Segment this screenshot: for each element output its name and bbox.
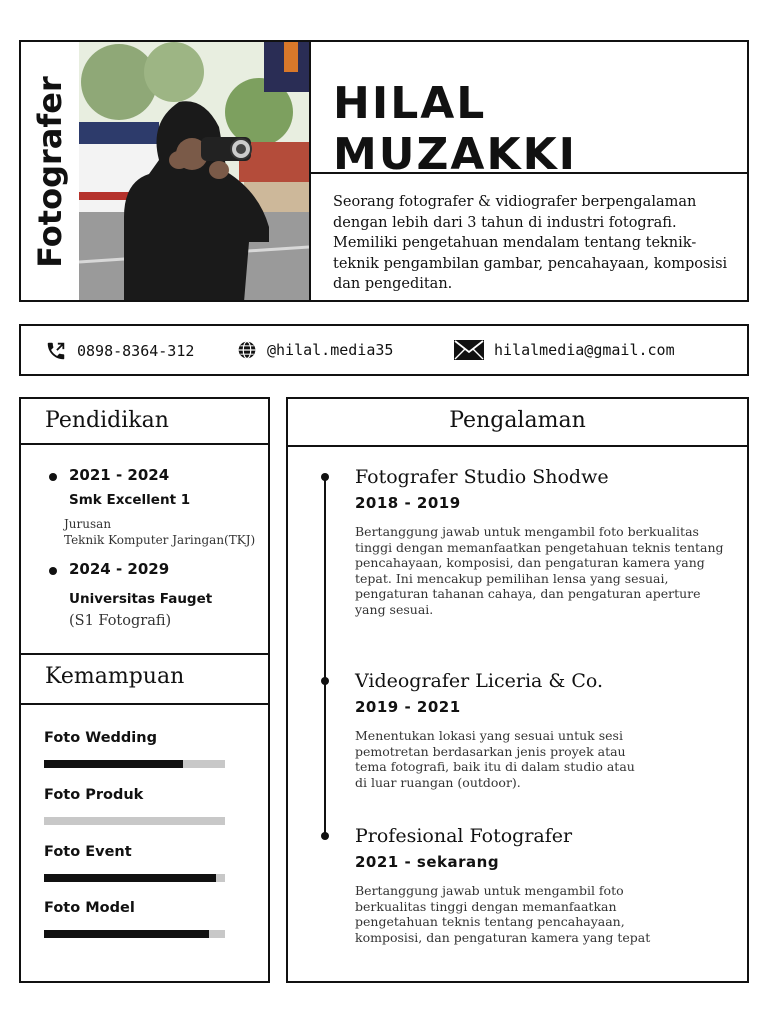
skill-name: Foto Model	[44, 900, 135, 916]
skill-bar	[44, 817, 225, 825]
education-school: Smk Excellent 1	[69, 492, 191, 508]
education-years: 2024 - 2029	[69, 560, 170, 578]
social-handle: @hilal.media35	[267, 341, 394, 359]
skill-bar	[44, 760, 225, 768]
skill-item	[44, 900, 135, 916]
timeline-dot	[321, 473, 329, 481]
person-name: HILAL MUZAKKI	[333, 78, 578, 180]
education-program: (S1 Fotografi)	[69, 613, 172, 629]
role-column	[21, 42, 81, 300]
right-column	[286, 397, 749, 983]
timeline-line	[324, 479, 326, 839]
skill-bar	[44, 874, 225, 882]
skill-item	[44, 787, 143, 803]
job-description: Bertanggung jawab untuk mengambil foto berkualitas tinggi dengan memanfaatkan pengetahuan teknis tentang pencahayaan, komposisi, dan pengaturan kamera yang tepat. Ini mencakup pemilihan lensa yang sesuai, pengaturan tahanan cahaya, dan pengaturan aperture yang sesuai.	[355, 524, 724, 617]
skill-item	[44, 730, 157, 746]
job-title: Profesional Fotografer	[355, 825, 573, 847]
phone-number: 0898-8364-312	[77, 342, 195, 360]
skill-bar-fill	[44, 874, 216, 882]
education-detail-label: Jurusan	[64, 517, 112, 531]
job-years: 2018 - 2019	[355, 494, 461, 512]
skills-header	[21, 653, 268, 705]
experience-item	[355, 670, 725, 790]
left-column	[19, 397, 270, 983]
contact-phone[interactable]	[45, 340, 194, 362]
job-years: 2021 - sekarang	[355, 853, 500, 871]
education-header	[21, 399, 268, 445]
name-area	[311, 42, 747, 180]
timeline-dot	[321, 677, 329, 685]
experience-header	[288, 399, 747, 447]
skill-bar	[44, 930, 225, 938]
job-years: 2019 - 2021	[355, 698, 461, 716]
education-title: Pendidikan	[45, 408, 169, 433]
skill-name: Foto Wedding	[44, 730, 157, 746]
header-section	[19, 40, 749, 302]
globe-icon	[237, 340, 257, 360]
contact-social[interactable]	[237, 340, 393, 360]
experience-item	[355, 466, 725, 617]
education-detail-value: Teknik Komputer Jaringan(TKJ)	[64, 533, 256, 547]
skill-bar-fill	[44, 760, 183, 768]
timeline-dot	[321, 832, 329, 840]
education-years: 2021 - 2024	[69, 466, 170, 484]
education-school: Universitas Fauget	[69, 591, 213, 607]
job-description: Menentukan lokasi yang sesuai untuk sesi pemotretan berdasarkan jenis proyek atau tema fotografi, baik itu di dalam studio atau di luar ruangan (outdoor).	[355, 728, 635, 790]
contact-email[interactable]	[454, 340, 675, 360]
job-title: Videografer Liceria & Co.	[355, 670, 604, 692]
skill-bar-fill	[44, 930, 209, 938]
job-title: Fotografer Studio Shodwe	[355, 466, 609, 488]
skill-name: Foto Produk	[44, 787, 144, 803]
profile-photo	[79, 42, 311, 300]
experience-item	[355, 825, 725, 945]
skills-title: Kemampuan	[45, 664, 185, 689]
bullet-dot	[49, 473, 57, 481]
email-address: hilalmedia@gmail.com	[494, 341, 675, 359]
mail-icon	[454, 340, 484, 360]
contact-bar	[19, 324, 749, 376]
job-description: Bertanggung jawab untuk mengambil foto berkualitas tinggi dengan memanfaatkan pengetahuan teknis tentang pencahayaan, komposisi, dan pengaturan kamera yang tepat	[355, 883, 651, 945]
profile-summary: Seorang fotografer & vidiografer berpengalaman dengan lebih dari 3 tahun di industri fotografi. Memiliki pengetahuan mendalam tentang teknik-teknik pengambilan gambar, pencahayaan, komposisi dan pengeditan.	[333, 194, 728, 292]
skill-name: Foto Event	[44, 844, 132, 860]
experience-title: Pengalaman	[449, 408, 586, 433]
phone-icon	[45, 340, 67, 362]
skill-item	[44, 844, 132, 860]
role-title: Fotografer	[31, 76, 69, 268]
bullet-dot	[49, 567, 57, 575]
